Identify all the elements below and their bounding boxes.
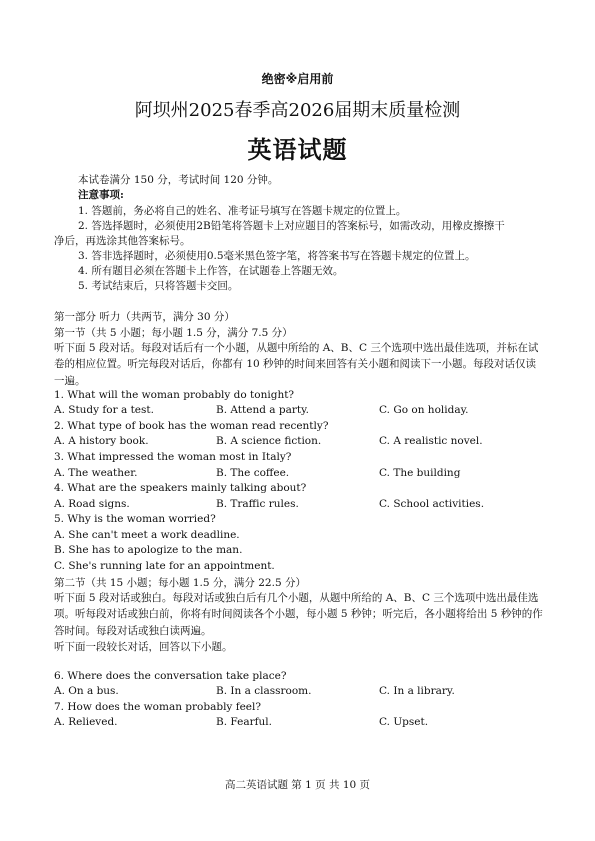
question: 4. What are the speakers mainly talking about? <box>54 482 307 494</box>
option: C. School activities. <box>379 498 485 510</box>
option: A. Study for a test. <box>54 404 154 416</box>
option: A. She can't meet a work deadline. <box>54 529 240 541</box>
notice-item: 净后，再选涂其他答案标号。 <box>54 235 191 247</box>
option: A. The weather. <box>54 467 138 479</box>
exam-title: 阿坝州2025春季高2026届期末质量检测 <box>134 100 461 121</box>
section1-title: 第一节（共 5 小题；每小题 1.5 分，满分 7.5 分） <box>54 327 293 339</box>
option: B. The coffee. <box>216 467 290 479</box>
question: 5. Why is the woman worried? <box>54 513 216 525</box>
notice-item: 2. 答选择题时，必须使用2B铅笔将答题卡上对应题目的答案标号，如需改动，用橡皮擦擦干 <box>78 220 505 232</box>
notice-heading: 注意事项: <box>78 189 124 201</box>
option: C. In a library. <box>379 685 455 697</box>
option: C. Upset. <box>379 716 429 728</box>
option: B. A science fiction. <box>216 435 322 447</box>
section1-instructions: 听下面 5 段对话。每段对话后有一个小题，从题中所给的 A、B、C 三个选项中选出最佳选项，并标在试卷的相应位置。听完每段对话后，你都有 10 秒钟的时间来回答有关小题和阅读下一小题。每段对话仅读一遍。 <box>54 342 539 387</box>
option: A. Road signs. <box>54 498 130 510</box>
option: B. She has to apologize to the man. <box>54 544 243 556</box>
question: 3. What impressed the woman most in Italy? <box>54 451 292 463</box>
notice-item: 4. 所有题目必须在答题卡上作答，在试题卷上答题无效。 <box>78 265 344 277</box>
question: 2. What type of book has the woman read recently? <box>54 420 329 432</box>
option: C. The building <box>379 467 461 479</box>
part1-title: 第一部分 听力（共两节，满分 30 分） <box>54 311 235 323</box>
option: C. She's running late for an appointment. <box>54 560 275 572</box>
question: 1. What will the woman probably do tonight? <box>54 389 295 401</box>
option: B. Traffic rules. <box>216 498 299 510</box>
section2-title: 第二节（共 15 小题；每小题 1.5 分，满分 22.5 分） <box>54 577 306 589</box>
page-footer: 高二英语试题 第 1 页 共 10 页 <box>224 779 371 791</box>
notice-item: 3. 答非选择题时，必须使用0.5毫米黑色签字笔，将答案书写在答题卡规定的位置上。 <box>78 250 476 262</box>
option: B. In a classroom. <box>216 685 312 697</box>
question: 6. Where does the conversation take place? <box>54 670 287 682</box>
option: C. A realistic novel. <box>379 435 483 447</box>
notice-intro: 本试卷满分 150 分，考试时间 120 分钟。 <box>78 174 279 186</box>
question: 7. How does the woman probably feel? <box>54 701 261 713</box>
section2-instructions: 听下面 5 段对话或独白。每段对话或独白后有几个小题，从题中所给的 A、B、C 三个选项中选出最佳选项。听每段对话或独白前，你将有时间阅读各个小题，每小题 5 秒钟；听完后，各小题将给出 5 秒钟的作答时间。每段对话或独白读两遍。 <box>54 592 543 637</box>
confidential-label: 绝密※启用前 <box>261 72 334 86</box>
option: B. Attend a party. <box>216 404 309 416</box>
notice-item: 5. 考试结束后，只将答题卡交回。 <box>78 280 239 292</box>
notice-item: 1. 答题前，务必将自己的姓名、准考证号填写在答题卡规定的位置上。 <box>78 205 407 217</box>
option: C. Go on holiday. <box>379 404 469 416</box>
option: A. A history book. <box>54 435 149 447</box>
subject-title: 英语试题 <box>247 136 348 164</box>
section2-lead: 听下面一段较长对话，回答以下小题。 <box>54 641 233 653</box>
option: B. Fearful. <box>216 716 272 728</box>
option: A. On a bus. <box>54 685 119 697</box>
option: A. Relieved. <box>54 716 118 728</box>
